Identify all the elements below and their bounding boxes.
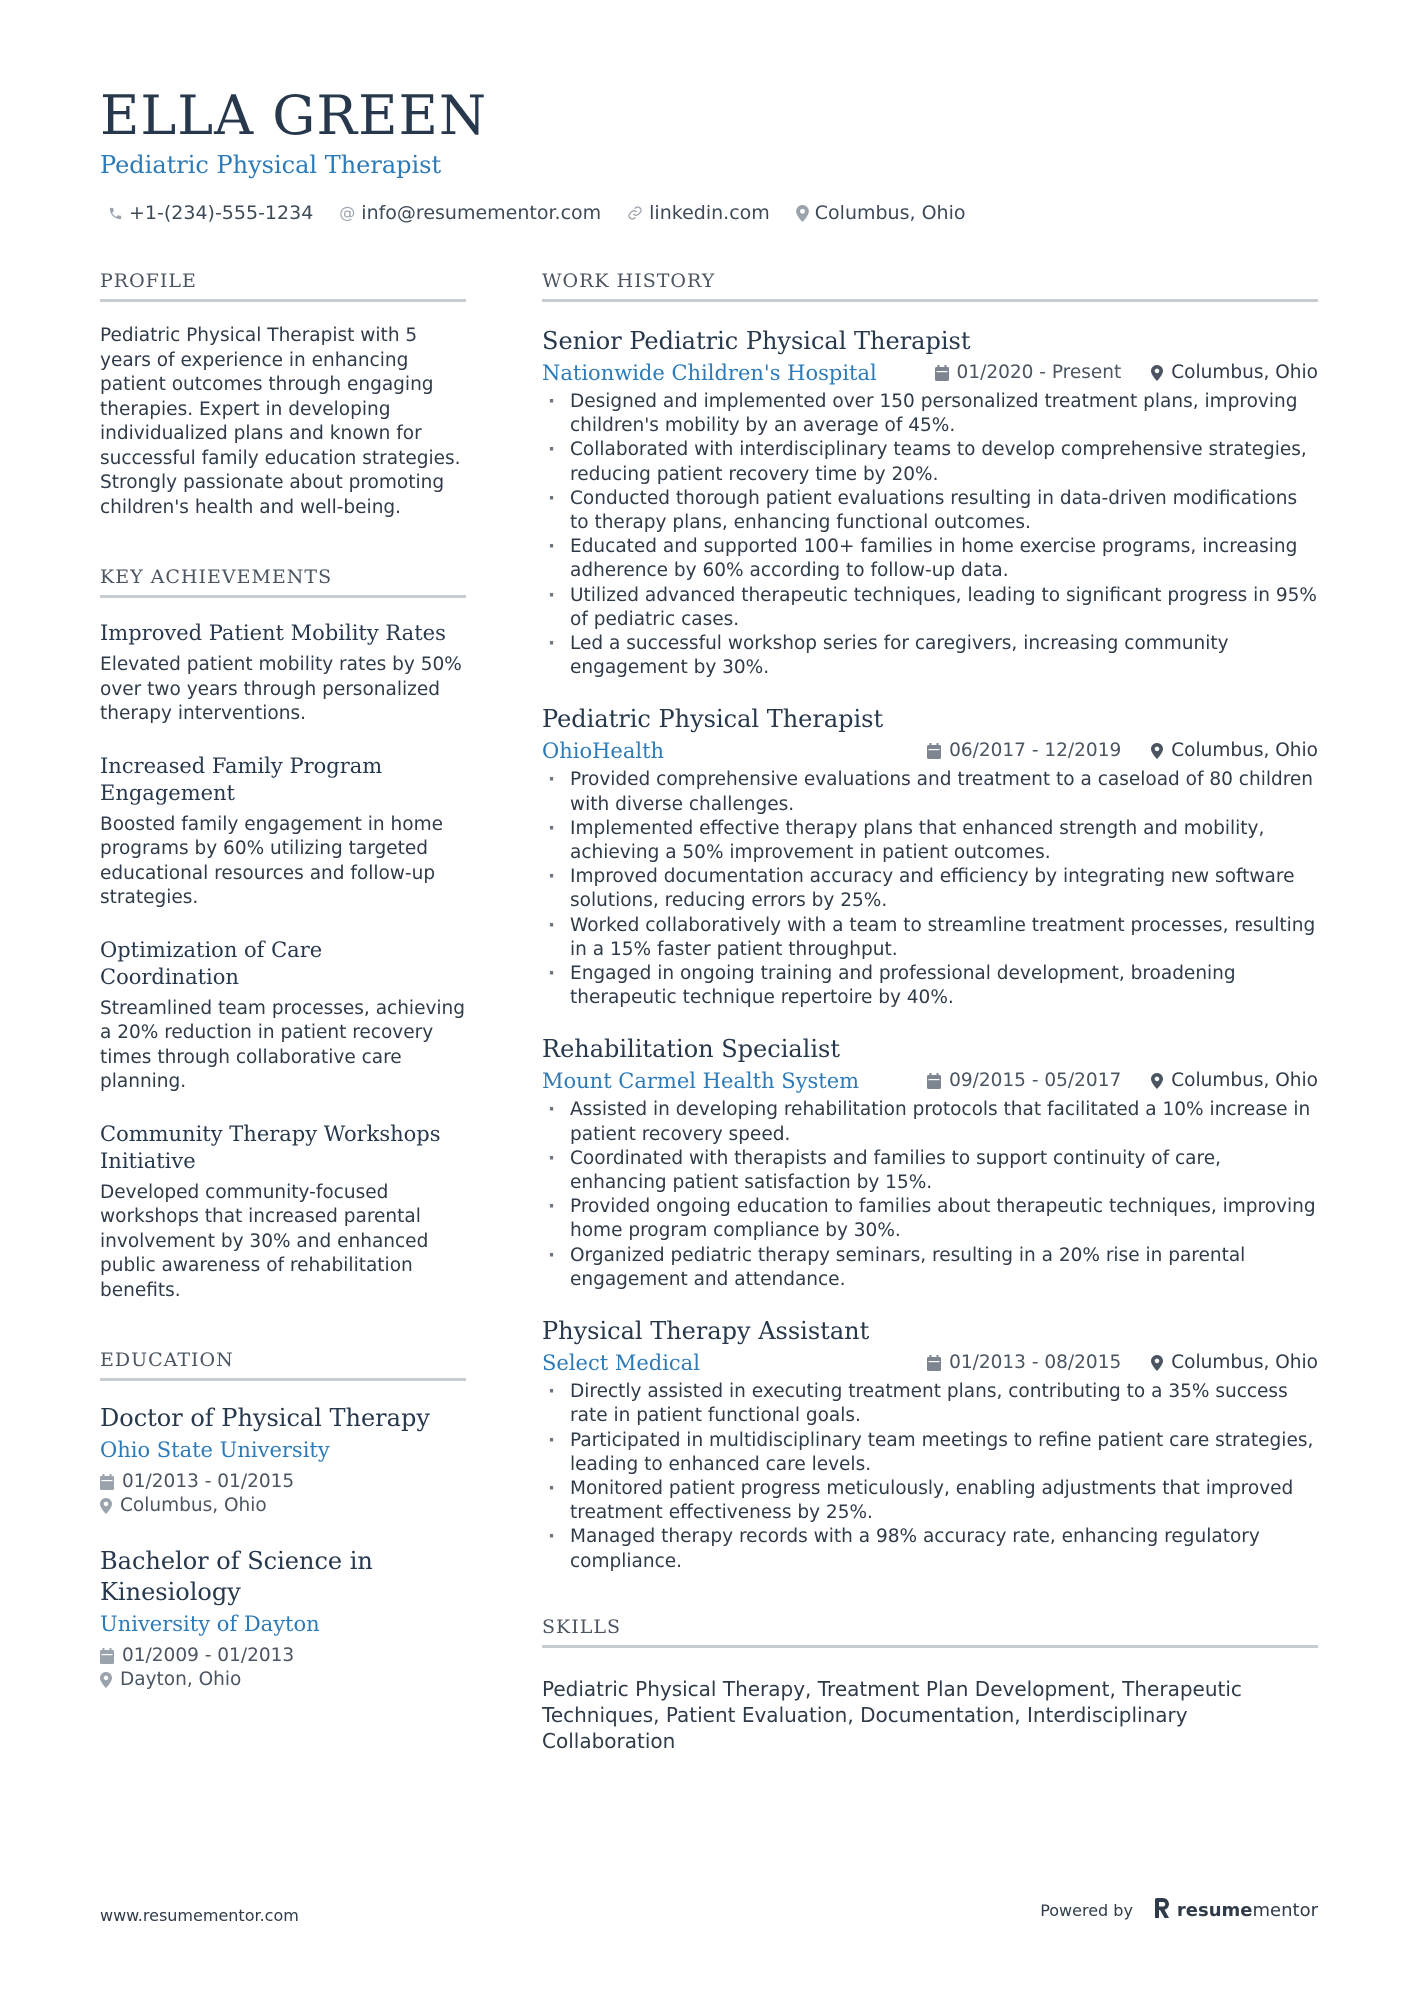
job-title: Pediatric Physical Therapist <box>100 151 442 179</box>
contact-bar <box>108 200 965 226</box>
job-meta-row <box>542 736 1318 766</box>
map-pin-icon <box>100 1672 112 1688</box>
job-location <box>1151 736 1318 766</box>
footer-website[interactable]: www.resumementor.com <box>100 1906 299 1925</box>
job-bullet: · Educated and supported 100+ families in home exercise programs, increasing adherence by 60% according to follow-up data. <box>542 535 1318 583</box>
education-location-text: Dayton, Ohio <box>120 1669 242 1690</box>
calendar-icon <box>100 1648 114 1664</box>
job-bullet: · Managed therapy records with a 98% accuracy rate, enhancing regulatory compliance. <box>542 1525 1318 1573</box>
job-bullet: · Implemented effective therapy plans that enhanced strength and mobility, achieving a 50% improvement in patient outcomes. <box>542 817 1318 865</box>
profile-text: Pediatric Physical Therapist with 5 years of experience in enhancing patient outcomes through engaging therapies. Expert in developing individualized plans and known for successful family education strategies. Strongly passionate about promoting children's health and well-being. <box>100 325 461 518</box>
achievement-text: Elevated patient mobility rates by 50% over two years through personalized therapy interventions. <box>100 654 462 724</box>
job-position: Rehabilitation Specialist <box>542 1035 840 1064</box>
location-text: Columbus, Ohio <box>814 202 966 224</box>
education-dates-text: 01/2009 - 01/2013 <box>122 1645 295 1666</box>
job-dates-text: 06/2017 - 12/2019 <box>949 740 1122 762</box>
link-icon <box>627 205 643 221</box>
calendar-icon <box>935 365 949 381</box>
job-meta-row <box>542 1348 1318 1378</box>
map-pin-icon <box>1151 1355 1163 1371</box>
achievement-text: Developed community-focused workshops that increased parental involvement by 30% and enhanced public awareness of rehabilitation benefits. <box>100 1181 429 1301</box>
achievement-text: Streamlined team processes, achieving a 20% reduction in patient recovery times through collaborative care planning. <box>100 997 466 1092</box>
job-company: Select Medical <box>542 1351 700 1376</box>
education-dates <box>100 1644 466 1668</box>
at-sign-icon: @ <box>339 203 356 222</box>
linkedin-text: linkedin.com <box>649 202 770 224</box>
achievement-item <box>100 753 466 911</box>
brand-rest-text: mentor <box>1252 1900 1318 1921</box>
contact-linkedin[interactable] <box>627 200 770 226</box>
job-dates <box>935 358 1122 388</box>
achievement-item <box>100 620 466 727</box>
education-location-text: Columbus, Ohio <box>120 1495 267 1516</box>
phone-icon <box>108 206 123 221</box>
job-bullet: · Improved documentation accuracy and efficiency by integrating new software solutions, reducing errors by 25%. <box>542 865 1318 913</box>
job-bullet: · Directly assisted in executing treatment plans, contributing to a 35% success rate in patient functional goals. <box>542 1380 1318 1428</box>
job-bullet-list <box>542 768 1318 1010</box>
job-bullet: · Provided ongoing education to families about therapeutic techniques, improving home program compliance by 30%. <box>542 1195 1318 1243</box>
achievement-title: Improved Patient Mobility Rates <box>100 621 446 645</box>
job-dates <box>927 1066 1121 1096</box>
job-bullet: · Participated in multidisciplinary team meetings to refine patient care strategies, leading to enhanced care levels. <box>542 1429 1318 1477</box>
calendar-icon <box>927 743 941 759</box>
job-bullet: · Utilized advanced therapeutic techniques, leading to significant progress in 95% of pediatric cases. <box>542 584 1318 632</box>
job-bullet-list <box>542 1380 1318 1574</box>
phone-text: +1-(234)-555-1234 <box>129 202 314 224</box>
achievement-title: Optimization of Care Coordination <box>100 937 323 989</box>
profile-heading: PROFILE <box>100 268 466 302</box>
job-entry <box>542 1314 1318 1574</box>
map-pin-icon <box>1151 743 1163 759</box>
job-company: OhioHealth <box>542 739 665 764</box>
education-item <box>100 1546 466 1692</box>
job-bullet-list <box>542 1098 1318 1292</box>
job-meta-row <box>542 358 1318 388</box>
education-school: University of Dayton <box>100 1612 320 1636</box>
job-bullet: · Designed and implemented over 150 personalized treatment plans, improving children's mobility by an average of 45%. <box>542 390 1318 438</box>
job-bullet: · Organized pediatric therapy seminars, resulting in a 20% rise in parental engagement and attendance. <box>542 1244 1318 1292</box>
job-location-text: Columbus, Ohio <box>1171 1352 1318 1374</box>
job-bullet: · Provided comprehensive evaluations and treatment to a caseload of 80 children with diverse challenges. <box>542 768 1318 816</box>
education-location <box>100 1668 466 1692</box>
calendar-icon <box>927 1355 941 1371</box>
job-company: Mount Carmel Health System <box>542 1069 860 1094</box>
job-meta-row <box>542 1066 1318 1096</box>
map-pin-icon <box>1151 365 1163 381</box>
job-location <box>1151 358 1318 388</box>
job-location <box>1151 1348 1318 1378</box>
job-dates-text: 01/2020 - Present <box>956 362 1122 383</box>
job-company: Nationwide Children's Hospital <box>542 361 877 385</box>
email-text: info@resumementor.com <box>361 202 602 224</box>
brand-mark-icon <box>1155 1898 1171 1923</box>
contact-email[interactable] <box>339 200 601 226</box>
job-dates <box>927 736 1121 766</box>
achievement-title: Increased Family Program Engagement <box>100 753 383 805</box>
skills-heading: SKILLS <box>542 1614 1318 1648</box>
map-pin-icon <box>1151 1073 1163 1089</box>
education-degree: Doctor of Physical Therapy <box>100 1404 430 1432</box>
education-school: Ohio State University <box>100 1438 330 1462</box>
achievements-heading: KEY ACHIEVEMENTS <box>100 564 466 598</box>
map-pin-icon <box>100 1498 112 1514</box>
job-entry <box>542 702 1318 1010</box>
skills-text: Pediatric Physical Therapy, Treatment Plan Development, Therapeutic Techniques, Patient Evaluation, Documentation, Interdisciplinary Collaboration <box>542 1676 1242 1753</box>
job-entry <box>542 324 1318 680</box>
job-bullet: · Led a successful workshop series for caregivers, increasing community engagement by 30%. <box>542 632 1318 680</box>
job-dates <box>927 1348 1121 1378</box>
calendar-icon <box>100 1474 114 1490</box>
job-list <box>542 324 1318 1574</box>
right-column <box>542 268 1318 1754</box>
education-heading: EDUCATION <box>100 1347 466 1381</box>
left-column <box>100 268 466 1720</box>
job-location-text: Columbus, Ohio <box>1171 1070 1318 1092</box>
job-bullet-list <box>542 390 1318 680</box>
education-dates <box>100 1470 466 1494</box>
job-entry <box>542 1032 1318 1292</box>
job-bullet: · Monitored patient progress meticulously, enabling adjustments that improved treatment effectiveness by 25%. <box>542 1477 1318 1525</box>
job-dates-text: 09/2015 - 05/2017 <box>949 1070 1122 1092</box>
job-location <box>1151 1066 1318 1096</box>
work-history-heading: WORK HISTORY <box>542 268 1318 302</box>
job-bullet: · Worked collaboratively with a team to streamline treatment processes, resulting in a 15% faster patient throughput. <box>542 914 1318 962</box>
job-dates-text: 01/2013 - 08/2015 <box>949 1352 1122 1374</box>
achievement-title: Community Therapy Workshops Initiative <box>100 1121 441 1173</box>
brand-logo[interactable] <box>1155 1898 1318 1923</box>
powered-by-text: Powered by <box>1040 1901 1133 1920</box>
contact-location <box>796 200 966 226</box>
brand-bold-text: resume <box>1176 1900 1253 1921</box>
job-bullet: · Conducted thorough patient evaluations resulting in data-driven modifications to therapy plans, enhancing functional outcomes. <box>542 487 1318 535</box>
job-bullet: · Assisted in developing rehabilitation protocols that facilitated a 10% increase in patient recovery speed. <box>542 1098 1318 1146</box>
job-bullet: · Engaged in ongoing training and professional development, broadening therapeutic technique repertoire by 40%. <box>542 962 1318 1010</box>
job-location-text: Columbus, Ohio <box>1171 362 1318 383</box>
candidate-name: ELLA GREEN <box>100 84 488 147</box>
calendar-icon <box>927 1073 941 1089</box>
education-dates-text: 01/2013 - 01/2015 <box>122 1471 295 1492</box>
education-location <box>100 1494 466 1518</box>
map-pin-icon <box>796 205 809 222</box>
job-location-text: Columbus, Ohio <box>1171 740 1318 762</box>
contact-phone[interactable] <box>108 200 313 226</box>
job-position: Physical Therapy Assistant <box>542 1317 870 1346</box>
job-bullet: · Coordinated with therapists and families to support continuity of care, enhancing patient satisfaction by 15%. <box>542 1147 1318 1195</box>
job-position: Pediatric Physical Therapist <box>542 705 884 734</box>
job-position: Senior Pediatric Physical Therapist <box>542 327 971 355</box>
footer-branding <box>1040 1898 1318 1923</box>
achievement-text: Boosted family engagement in home programs by 60% utilizing targeted educational resources and follow-up strategies. <box>100 813 443 908</box>
education-degree: Bachelor of Science in Kinesiology <box>100 1547 373 1606</box>
achievement-item <box>100 1121 466 1304</box>
job-bullet: · Collaborated with interdisciplinary teams to develop comprehensive strategies, reducing patient recovery time by 20%. <box>542 438 1318 486</box>
achievement-item <box>100 937 466 1095</box>
education-item <box>100 1403 466 1518</box>
